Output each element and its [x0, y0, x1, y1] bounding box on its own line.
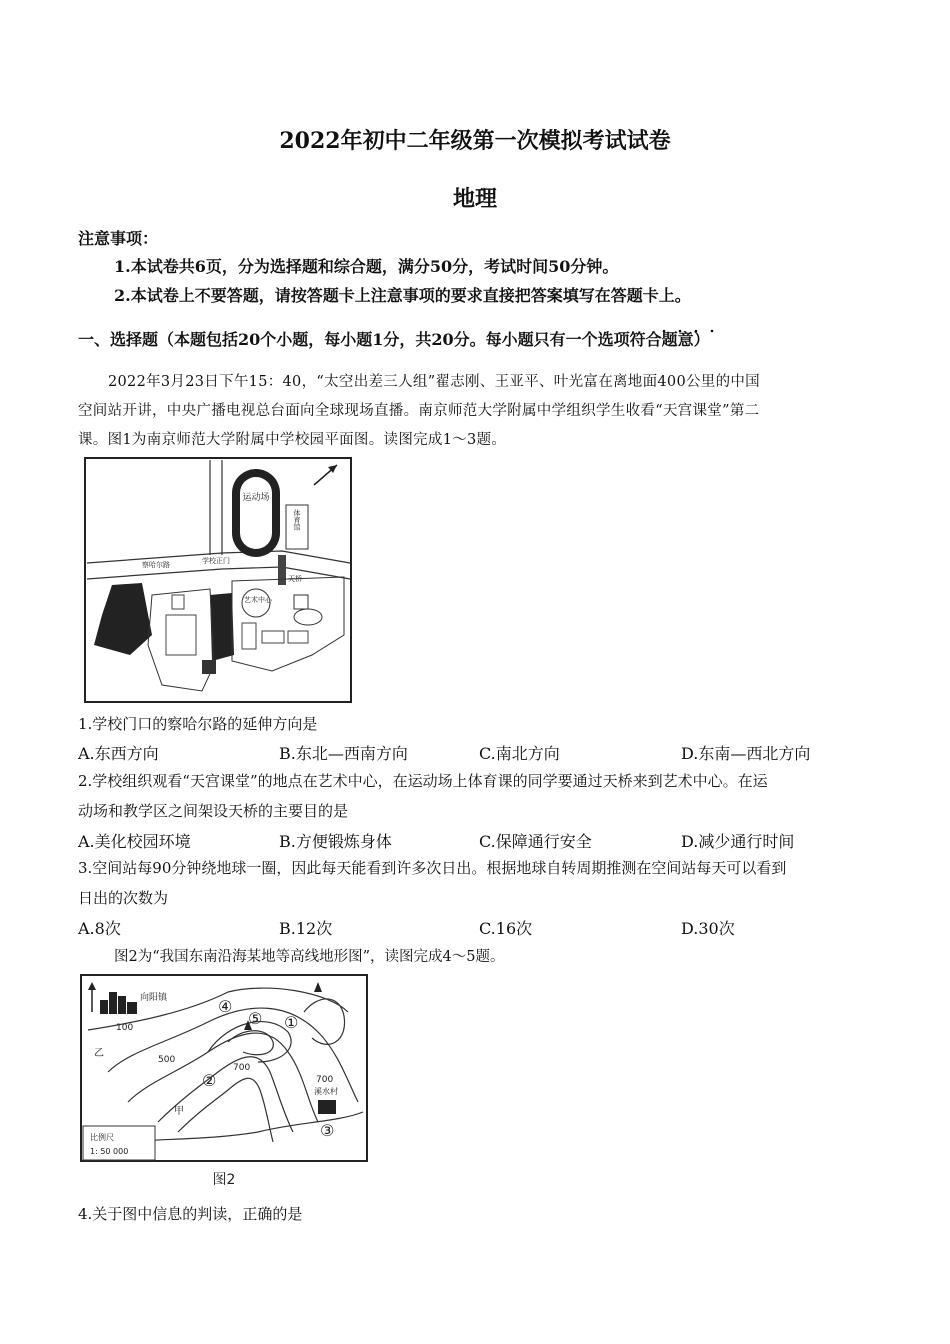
passage-1-line-3: 课。图1为南京师范大学附属中学校园平面图。读图完成1～3题。 — [78, 432, 507, 448]
marker-3: ③ — [320, 1121, 335, 1140]
q3-option-b[interactable]: B.12次 — [279, 919, 333, 938]
question-2-stem-line-2: 动场和教学区之间架设天桥的主要目的是 — [78, 802, 349, 820]
road-label: 察哈尔路 — [142, 561, 170, 569]
town-label: 向阳镇 — [140, 993, 168, 1003]
q2-option-d[interactable]: D.减少通行时间 — [681, 832, 795, 851]
marker-1: ① — [284, 1013, 299, 1032]
notice-item-1: 1.本试卷共6页，分为选择题和综合题，满分50分，考试时间50分钟。 — [114, 257, 619, 276]
gym-label: 体育馆 — [293, 509, 301, 531]
point-jia: 甲 — [174, 1106, 184, 1117]
question-2-stem-line-1: 2.学校组织观看“天宫课堂”的地点在艺术中心，在运动场上体育课的同学要通过天桥来到艺术中心。在运 — [78, 772, 768, 790]
question-4-stem: 4.关于图中信息的判读，正确的是 — [78, 1205, 303, 1223]
q2-option-a[interactable]: A.美化校园环境 — [78, 832, 191, 851]
passage-1-line-1: 2022年3月23日下午15：40，“太空出差三人组”翟志刚、王亚平、叶光富在离地面400公里的中国 — [108, 374, 760, 390]
passage-2: 图2为“我国东南沿海某地等高线地形图”，读图完成4～5题。 — [114, 949, 505, 965]
q2-option-b[interactable]: B.方便锻炼身体 — [279, 832, 392, 851]
q1-option-c[interactable]: C.南北方向 — [479, 744, 560, 763]
bridge-label: 天桥 — [288, 575, 302, 583]
q3-option-d[interactable]: D.30次 — [681, 919, 735, 938]
section-heading: 一、选择题（本题包括20个小题，每小题1分，共20分。每小题只有一个选项符合题意） — [78, 330, 710, 349]
figure-2-caption: 图2 — [212, 1172, 236, 1188]
q1-option-b[interactable]: B.东北—西南方向 — [279, 744, 408, 763]
q3-option-a[interactable]: A.8次 — [78, 919, 121, 938]
question-3-stem-line-1: 3.空间站每90分钟绕地球一圈，因此每天能看到许多次日出。根据地球自转周期推测在空间站每天可以看到 — [78, 859, 787, 877]
q3-option-c[interactable]: C.16次 — [479, 919, 533, 938]
subject-title: 地理 — [452, 186, 497, 212]
question-1-stem: 1.学校门口的察哈尔路的延伸方向是 — [78, 715, 318, 733]
track-label: 运动场 — [242, 493, 270, 503]
gate-label: 学校正门 — [202, 557, 230, 565]
passage-1-line-2: 空间站开讲，中央广播电视总台面向全球现场直播。南京师范大学附属中学组织学生收看“天宫课堂”第二 — [78, 403, 760, 419]
notice-item-2: 2.本试卷上不要答题，请按答题卡上注意事项的要求直接把答案填写在答题卡上。 — [114, 286, 691, 305]
emphasis-dots — [660, 319, 720, 325]
q1-option-d[interactable]: D.东南—西北方向 — [681, 744, 811, 763]
marker-2: ② — [202, 1071, 217, 1090]
question-3-stem-line-2: 日出的次数为 — [78, 889, 169, 907]
exam-title: 2022年初中二年级第一次模拟考试试卷 — [279, 128, 671, 154]
marker-5: ⑤ — [248, 1009, 263, 1028]
contour-700-b: 700 — [316, 1075, 334, 1085]
scale-value: 1: 50 000 — [90, 1147, 129, 1156]
contour-500: 500 — [158, 1055, 176, 1065]
village-label: 溪水村 — [314, 1087, 338, 1096]
q2-option-c[interactable]: C.保障通行安全 — [479, 832, 592, 851]
contour-700-a: 700 — [233, 1063, 251, 1073]
art-center-label: 艺术中心 — [244, 596, 272, 604]
point-yi: 乙 — [94, 1048, 104, 1059]
marker-4: ④ — [218, 997, 233, 1016]
notice-heading: 注意事项： — [78, 229, 159, 248]
scale-title: 比例尺 — [90, 1133, 114, 1142]
q1-option-a[interactable]: A.东西方向 — [78, 744, 159, 763]
contour-100: 100 — [116, 1023, 134, 1033]
figure-2-contour-map — [78, 972, 370, 1192]
figure-1-campus-map — [82, 455, 354, 705]
